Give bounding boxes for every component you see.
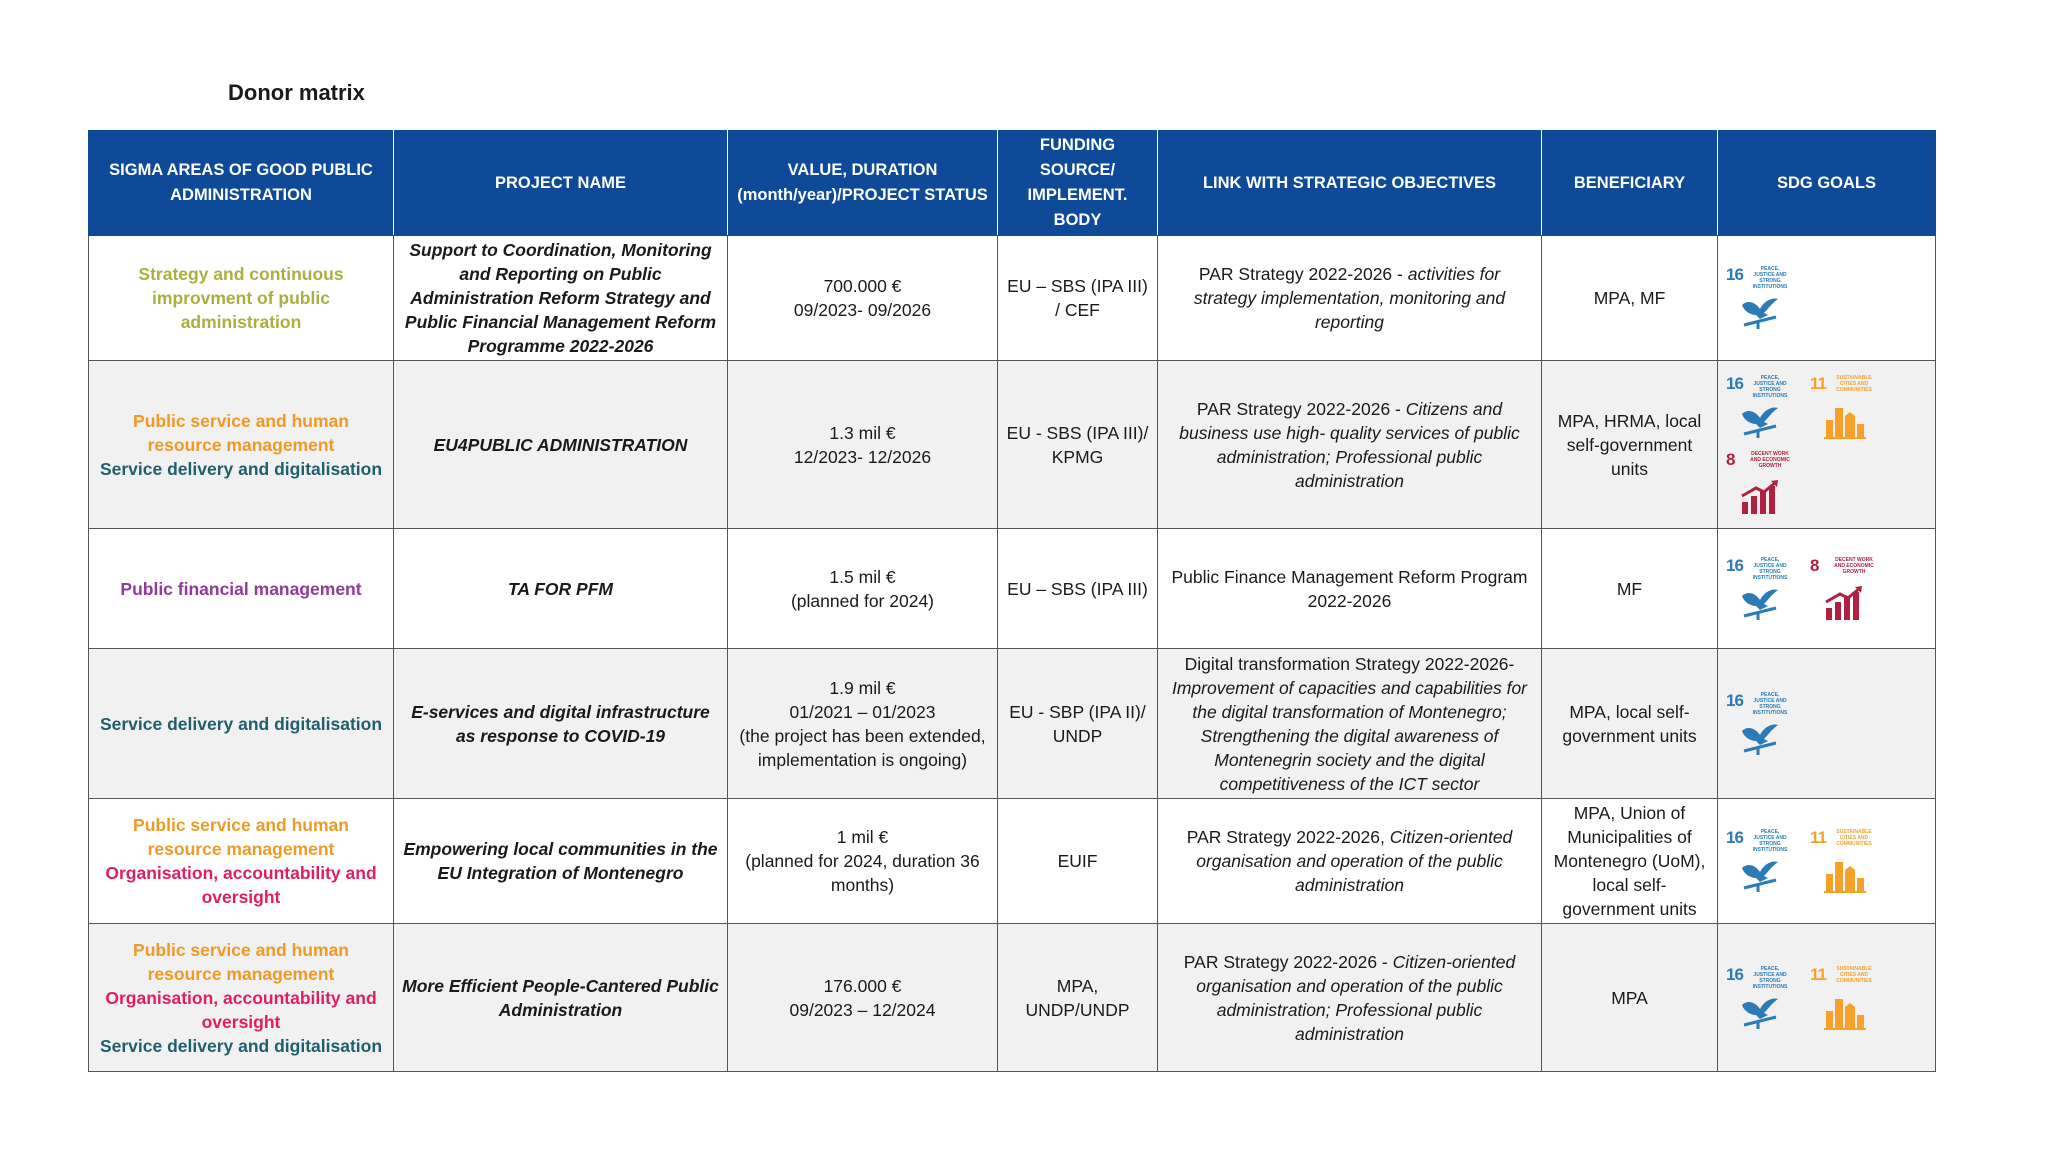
sdg-icons bbox=[1726, 554, 1927, 624]
funding-source-cell: EU – SBS (IPA III) / CEF bbox=[998, 236, 1158, 361]
table-row bbox=[89, 924, 1936, 1072]
value-line: 09/2023 – 12/2024 bbox=[789, 999, 936, 1020]
value-line: 1.9 mil € bbox=[829, 677, 896, 698]
funding-source-cell: EU - SBP (IPA II)/ UNDP bbox=[998, 649, 1158, 799]
sdg-goals-cell bbox=[1718, 649, 1936, 799]
column-header: SDG GOALS bbox=[1718, 131, 1936, 236]
sdg-goal-text: SUSTAINABLE CITIES AND COMMUNITIES bbox=[1836, 374, 1872, 393]
sdg-number: 16 bbox=[1726, 373, 1743, 393]
sdg-goal-text: SUSTAINABLE CITIES AND COMMUNITIES bbox=[1836, 965, 1872, 984]
funding-source-cell: EUIF bbox=[998, 799, 1158, 924]
sigma-area-label: Service delivery and digitalisation bbox=[99, 1035, 383, 1056]
table-row bbox=[89, 529, 1936, 649]
sdg-icons bbox=[1726, 689, 1927, 759]
beneficiary-cell: MPA bbox=[1542, 924, 1718, 1072]
value-duration-cell bbox=[728, 924, 998, 1072]
beneficiary-cell: MF bbox=[1542, 529, 1718, 649]
strategic-link-italic: activities for strategy implementation, monitoring and reporting bbox=[1193, 264, 1506, 332]
table-row bbox=[89, 649, 1936, 799]
sigma-areas-cell bbox=[89, 236, 394, 361]
strategic-link-plain: PAR Strategy 2022-2026 - bbox=[1183, 951, 1393, 972]
value-line: (planned for 2024) bbox=[790, 590, 935, 611]
sdg-number: 11 bbox=[1810, 964, 1826, 984]
strategic-link-cell bbox=[1158, 361, 1542, 529]
sdg-number: 8 bbox=[1726, 449, 1735, 469]
value-line: (the project has been extended, implementation is ongoing) bbox=[739, 725, 986, 770]
sdg-8-icon bbox=[1726, 448, 1792, 518]
table-row bbox=[89, 361, 1936, 529]
column-header: PROJECT NAME bbox=[394, 131, 728, 236]
sigma-areas-cell bbox=[89, 649, 394, 799]
sdg-goals-cell bbox=[1718, 361, 1936, 529]
sdg-goal-text: PEACE, JUSTICE AND STRONG INSTITUTIONS bbox=[1752, 374, 1788, 399]
strategic-link-italic: Citizen-oriented organisation and operation of the public administration bbox=[1196, 827, 1513, 895]
strategic-link-plain: PAR Strategy 2022-2026 - bbox=[1196, 398, 1406, 419]
sdg-goals-cell bbox=[1718, 236, 1936, 361]
strategic-link-plain: Digital transformation Strategy 2022-2026- bbox=[1184, 653, 1515, 674]
sigma-areas-cell bbox=[89, 799, 394, 924]
page-title: Donor matrix bbox=[228, 80, 365, 105]
sigma-area-label: Public service and human resource management bbox=[133, 410, 349, 455]
sdg-number: 16 bbox=[1726, 828, 1743, 847]
project-name-cell: TA FOR PFM bbox=[394, 529, 728, 649]
value-line: 1.5 mil € bbox=[829, 566, 896, 587]
sdg-goal-text: PEACE, JUSTICE AND STRONG INSTITUTIONS bbox=[1752, 556, 1788, 581]
project-name-cell: Empowering local communities in the EU Integration of Montenegro bbox=[394, 799, 728, 924]
value-line: 09/2023- 09/2026 bbox=[793, 300, 932, 320]
table-body bbox=[89, 236, 1936, 1072]
sdg-goal-text: PEACE, JUSTICE AND STRONG INSTITUTIONS bbox=[1752, 965, 1788, 990]
sdg-number: 11 bbox=[1810, 373, 1826, 393]
sdg-goal-text: PEACE, JUSTICE AND STRONG INSTITUTIONS bbox=[1752, 691, 1788, 716]
sdg-goal-text: PEACE, JUSTICE AND STRONG INSTITUTIONS bbox=[1752, 829, 1788, 853]
sdg-11-icon bbox=[1810, 372, 1876, 442]
sdg-goals-cell bbox=[1718, 799, 1936, 924]
column-header: LINK WITH STRATEGIC OBJECTIVES bbox=[1158, 131, 1542, 236]
table-row bbox=[89, 799, 1936, 924]
value-line: 1.3 mil € bbox=[829, 422, 896, 443]
sigma-area-label: Service delivery and digitalisation bbox=[99, 713, 383, 734]
sdg-icons bbox=[1726, 963, 1927, 1033]
strategic-link-plain: PAR Strategy 2022-2026, bbox=[1186, 827, 1390, 847]
funding-source-cell: EU – SBS (IPA III) bbox=[998, 529, 1158, 649]
sdg-goal-text: PEACE, JUSTICE AND STRONG INSTITUTIONS bbox=[1752, 266, 1788, 290]
sigma-area-label: Public financial management bbox=[120, 578, 362, 599]
project-name-cell: E-services and digital infrastructure as response to COVID-19 bbox=[394, 649, 728, 799]
sigma-areas-cell bbox=[89, 361, 394, 529]
sigma-area-label: Service delivery and digitalisation bbox=[99, 458, 383, 479]
strategic-link-cell bbox=[1158, 799, 1542, 924]
sdg-16-icon bbox=[1726, 554, 1792, 624]
project-name-cell: More Efficient People-Cantered Public Administration bbox=[394, 924, 728, 1072]
sigma-area-label: Public service and human resource management bbox=[133, 815, 349, 859]
beneficiary-cell: MPA, Union of Municipalities of Montenegro (UoM), local self-government units bbox=[1542, 799, 1718, 924]
project-name-cell: Support to Coordination, Monitoring and Reporting on Public Administration Reform Strategy and Public Financial Management Reform Programme 2022-2026 bbox=[394, 236, 728, 361]
sdg-16-icon bbox=[1726, 372, 1792, 442]
sdg-number: 16 bbox=[1726, 555, 1743, 575]
sdg-number: 11 bbox=[1810, 828, 1826, 847]
beneficiary-cell: MPA, MF bbox=[1542, 236, 1718, 361]
sdg-8-icon bbox=[1810, 554, 1876, 624]
sdg-number: 16 bbox=[1726, 265, 1743, 284]
funding-source-cell: EU - SBS (IPA III)/ KPMG bbox=[998, 361, 1158, 529]
value-line: 12/2023- 12/2026 bbox=[793, 446, 932, 467]
strategic-link-cell bbox=[1158, 924, 1542, 1072]
sigma-area-label: Public service and human resource management bbox=[133, 939, 349, 984]
sigma-areas-cell bbox=[89, 529, 394, 649]
sdg-icons bbox=[1726, 372, 1927, 518]
funding-source-cell: MPA, UNDP/UNDP bbox=[998, 924, 1158, 1072]
beneficiary-cell: MPA, local self-government units bbox=[1542, 649, 1718, 799]
sdg-goal-text: SUSTAINABLE CITIES AND COMMUNITIES bbox=[1836, 829, 1872, 847]
column-header: SIGMA AREAS OF GOOD PUBLIC ADMINISTRATION bbox=[89, 131, 394, 236]
sdg-number: 16 bbox=[1726, 964, 1743, 984]
column-header: FUNDING SOURCE/ IMPLEMENT. BODY bbox=[998, 131, 1158, 236]
sigma-area-label: Strategy and continuous improvment of public administration bbox=[138, 264, 344, 332]
column-header: BENEFICIARY bbox=[1542, 131, 1718, 236]
sdg-goal-text: DECENT WORK AND ECONOMIC GROWTH bbox=[1750, 450, 1790, 469]
sigma-area-label: Organisation, accountability and oversight bbox=[105, 863, 377, 907]
strategic-link-italic: Citizen-oriented organisation and operation of the public administration; Professional public administration bbox=[1196, 951, 1516, 1044]
sdg-16-icon bbox=[1726, 263, 1792, 333]
strategic-link-cell bbox=[1158, 236, 1542, 361]
sdg-goals-cell bbox=[1718, 924, 1936, 1072]
sdg-16-icon bbox=[1726, 826, 1792, 896]
strategic-link-italic: Citizens and business use high- quality services of public administration; Professional public administration bbox=[1179, 398, 1520, 491]
sdg-goal-text: DECENT WORK AND ECONOMIC GROWTH bbox=[1834, 556, 1874, 575]
sdg-11-icon bbox=[1810, 963, 1876, 1033]
sdg-number: 16 bbox=[1726, 690, 1743, 710]
sdg-goals-cell bbox=[1718, 529, 1936, 649]
value-line: 1 mil € bbox=[836, 827, 889, 847]
sigma-areas-cell bbox=[89, 924, 394, 1072]
value-line: 01/2021 – 01/2023 bbox=[789, 701, 936, 722]
sdg-icons bbox=[1726, 263, 1927, 333]
strategic-link-italic: Improvement of capacities and capabilities for the digital transformation of Montenegro; Strengthening the digital awareness of Montenegrin society and the digital competitiveness of the ICT sector bbox=[1171, 677, 1528, 794]
strategic-link-cell bbox=[1158, 649, 1542, 799]
value-line: (planned for 2024, duration 36 months) bbox=[745, 851, 980, 895]
value-duration-cell bbox=[728, 236, 998, 361]
project-name-cell: EU4PUBLIC ADMINISTRATION bbox=[394, 361, 728, 529]
donor-matrix-table bbox=[88, 130, 1936, 1072]
sdg-number: 8 bbox=[1810, 555, 1819, 575]
strategic-link-plain: PAR Strategy 2022-2026 - bbox=[1198, 264, 1408, 284]
strategic-link-plain: Public Finance Management Reform Program 2022-2026 bbox=[1171, 566, 1528, 611]
column-header: VALUE, DURATION (month/year)/PROJECT STATUS bbox=[728, 131, 998, 236]
sdg-16-icon bbox=[1726, 689, 1792, 759]
strategic-link-cell bbox=[1158, 529, 1542, 649]
value-duration-cell bbox=[728, 649, 998, 799]
sigma-area-label: Organisation, accountability and oversight bbox=[105, 987, 377, 1032]
beneficiary-cell: MPA, HRMA, local self-government units bbox=[1542, 361, 1718, 529]
table-row bbox=[89, 236, 1936, 361]
sdg-icons bbox=[1726, 826, 1927, 896]
value-line: 176.000 € bbox=[823, 975, 902, 996]
value-duration-cell bbox=[728, 799, 998, 924]
sdg-11-icon bbox=[1810, 826, 1876, 896]
value-duration-cell bbox=[728, 361, 998, 529]
value-duration-cell bbox=[728, 529, 998, 649]
value-line: 700.000 € bbox=[823, 276, 902, 296]
sdg-16-icon bbox=[1726, 963, 1792, 1033]
header-row bbox=[89, 131, 1936, 236]
